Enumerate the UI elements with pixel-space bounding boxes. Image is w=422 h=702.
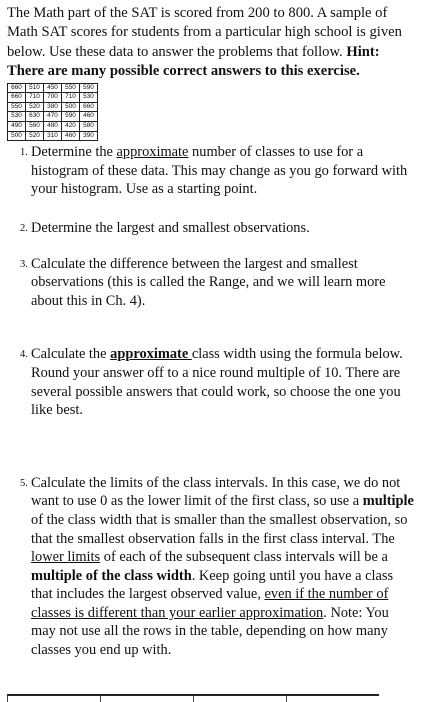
score-cell: 560 [26,122,44,132]
score-cell: 500 [8,131,26,141]
score-cell: 660 [8,83,26,93]
sat-scores-table [7,83,98,142]
score-cell: 550 [8,102,26,112]
score-cell: 520 [26,131,44,141]
problem-text: Calculate the limits of the class intervals. In this case, we do not want to use 0 as the lower limit of the first class, so use a [31,474,401,510]
score-cell: 590 [80,83,98,93]
score-cell: 660 [8,93,26,103]
score-cell: 420 [62,122,80,132]
score-cell: 710 [26,93,44,103]
problem-number: 5. [20,477,28,489]
table-column-divider [193,696,286,702]
problem-text: Determine the largest and smallest observations. [31,219,310,236]
problem-3 [7,255,417,311]
even-if-underlined: even if the number of classes is different than your earlier approximation [31,586,389,621]
score-cell: 630 [26,112,44,122]
lower-limits-underlined: lower limits [31,549,101,566]
score-cell: 590 [62,112,80,122]
score-cell: 390 [80,131,98,141]
problem-text: number of classes to use for a histogram of these data. This may change as you go forward with your histogram. Use as a starting point. [31,144,408,198]
problem-text: Calculate the [31,346,111,363]
problem-5 [7,474,417,660]
score-cell: 660 [80,102,98,112]
score-cell: 520 [26,102,44,112]
score-row [8,102,98,112]
problem-number: 3. [20,258,28,270]
hint-text: There are many possible correct answers to this exercise. [7,63,360,80]
score-cell: 580 [80,122,98,132]
problem-text: Determine the [31,144,117,161]
table-column-divider [286,696,379,702]
problem-text: . Note: You may not use all the rows in the table, depending on how many classes you end up with. [31,604,389,659]
score-cell: 460 [62,131,80,141]
score-cell: 460 [80,112,98,122]
score-cell: 490 [8,122,26,132]
score-cell: 310 [44,131,62,141]
score-cell: 510 [26,83,44,93]
hint-label: Hint: [346,43,380,60]
problem-2 [7,219,417,238]
score-row [8,83,98,93]
worksheet [7,4,417,660]
score-cell: 530 [80,93,98,103]
score-cell: 380 [44,102,62,112]
score-row [8,112,98,122]
score-cell: 530 [8,112,26,122]
score-row [8,93,98,103]
problem-text: of the class width that is smaller than the smallest observation, so that the smallest observation falls in the first class interval. The [31,511,408,547]
table-top-edge [7,694,379,702]
approximate-bold-underlined: approximate [110,346,192,363]
problem-text: . Keep going until you have a class that includes the largest observed value, [31,567,394,603]
problem-1 [7,143,417,199]
problem-number: 1. [20,147,28,159]
score-cell: 470 [44,112,62,122]
problem-number: 2. [20,222,28,234]
multiple-of-class-width-bold: multiple of the class width [31,567,192,584]
score-row [8,122,98,132]
score-cell: 500 [62,102,80,112]
approximate-underlined: approximate [116,144,189,161]
intro-text: The Math part of the SAT is scored from 200 to 800. A sample of Math SAT scores for students from a particular high school is given below. Use these data to answer the problems that follow. [7,5,402,60]
multiple-bold: multiple [362,493,414,510]
score-row [8,131,98,141]
table-column-divider [100,696,193,702]
problem-text: of each of the subsequent class intervals will be a [100,549,388,566]
intro-paragraph [7,4,417,82]
problem-4 [7,345,417,419]
score-cell: 700 [44,93,62,103]
score-cell: 710 [62,93,80,103]
score-cell: 450 [44,83,62,93]
problem-text: class width using the formula below. Round your answer off to a nice round multiple of 10. There are several possible answers that could work, so choose the one you like best. [31,346,403,419]
problem-list [7,143,417,659]
table-column-divider [7,696,100,702]
score-cell: 480 [44,122,62,132]
problem-text: Calculate the difference between the largest and smallest observations (this is called the Range, and we will learn more about this in Ch. 4). [31,255,386,309]
problem-number: 4. [20,349,28,361]
score-cell: 550 [62,83,80,93]
